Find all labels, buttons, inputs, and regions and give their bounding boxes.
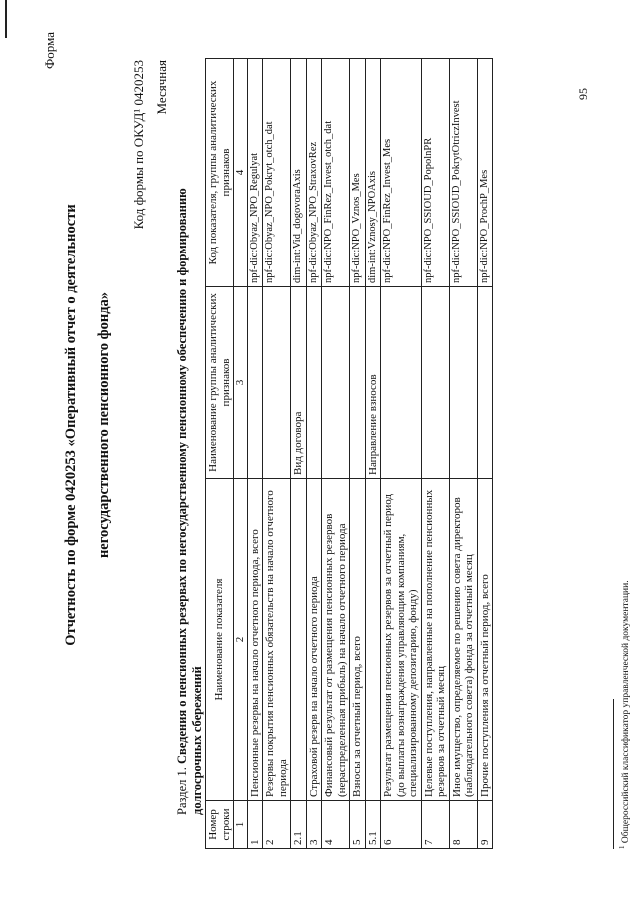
table-row	[449, 59, 477, 849]
group-name	[381, 287, 422, 479]
column-number: 2	[234, 479, 248, 801]
indicator-name: Результат размещения пенсионных резервов за отчетный период (до выплаты вознаграждения управляющим компаниям, специализированному депозитарию, фонду)	[381, 479, 422, 801]
group-name	[449, 287, 477, 479]
group-name	[263, 287, 291, 479]
column-number: 4	[234, 59, 248, 287]
indicator-code	[247, 59, 263, 287]
footnote-mark: 1	[618, 845, 626, 849]
indicator-code	[421, 59, 449, 287]
row-number: 1	[247, 801, 263, 849]
code-value: dim-int:Vid_dogovoraAxis	[292, 169, 303, 283]
group-name	[306, 287, 322, 479]
footnote	[618, 580, 631, 849]
indicators-table	[205, 58, 493, 849]
table-row	[365, 59, 381, 849]
section-heading	[175, 115, 205, 815]
column-number: 1	[234, 801, 248, 849]
table-row	[263, 59, 291, 849]
indicator-name: Пенсионные резервы на начало отчетного периода, всего	[247, 479, 263, 801]
table-row	[350, 59, 366, 849]
indicator-name: Прочие поступления за отчетный период, всего	[477, 479, 493, 801]
indicator-code	[322, 59, 350, 287]
code-value: npf-dic:NPO_FinRez_Invest_Mes	[382, 138, 393, 283]
group-name: Направление взносов	[365, 287, 381, 479]
report-period: Месячная	[154, 60, 169, 115]
indicator-code	[449, 59, 477, 287]
indicator-code	[381, 59, 422, 287]
indicator-name	[365, 479, 381, 801]
footnote-divider	[613, 699, 614, 849]
group-name	[350, 287, 366, 479]
indicator-name: Финансовый результат от размещения пенсионных резервов (нераспределенная прибыль) на начало отчетного периода	[322, 479, 350, 801]
row-number: 7	[421, 801, 449, 849]
section-title: Сведения о пенсионных резервах по негосударственному пенсионному обеспечению и формированию долгосрочных сбережений	[175, 188, 204, 815]
row-number: 4	[322, 801, 350, 849]
row-number: 8	[449, 801, 477, 849]
form-label: Форма	[42, 32, 57, 69]
row-number: 9	[477, 801, 493, 849]
page-number: 95	[576, 88, 590, 100]
okud-code: Код формы по ОКУД¹ 0420253	[131, 60, 146, 230]
table-row	[421, 59, 449, 849]
indicator-name: Резервы покрытия пенсионных обязательств на начало отчетного периода	[263, 479, 291, 801]
code-value: npf-dic:Obyaz_NPO_StraxovRez	[307, 141, 319, 283]
indicator-name: Целевые поступления, направленные на пополнение пенсионных резервов за отчетный месяц	[421, 479, 449, 801]
table-row	[247, 59, 263, 849]
group-name	[322, 287, 350, 479]
indicator-code	[350, 59, 366, 287]
code-value: dim-int:Vznosy_NPOAxis	[366, 170, 378, 283]
column-number-row	[234, 59, 248, 849]
section-label: Раздел 1.	[175, 767, 189, 815]
indicator-code	[477, 59, 493, 287]
indicator-code	[291, 59, 307, 287]
table-row	[291, 59, 307, 849]
table-row	[322, 59, 350, 849]
indicator-name: Взносы за отчетный период, всего	[350, 479, 366, 801]
row-number: 5	[350, 801, 366, 849]
code-value: npf-dic:Obyaz_NPO_Regulyat	[248, 152, 260, 283]
header-indicator-name: Наименование показателя	[206, 479, 234, 801]
header-group-name: Наименование группы аналитических признаков	[206, 287, 234, 479]
header-group-code: Код показателя, группы аналитических признаков	[206, 59, 234, 287]
indicator-name: Иное имущество, определяемое по решению совета директоров (наблюдательного совета) фонда за отчетный месяц	[449, 479, 477, 801]
footnote-text: Общероссийский классификатор управленческой документации.	[621, 580, 632, 844]
code-value: npf-dic:NPO_SSIOUD_PopolnPR	[422, 137, 434, 283]
code-value: npf-dic:NPO_SSIOUD_PokrytOtriczInvest	[450, 100, 462, 283]
table-header-row	[206, 59, 234, 849]
row-number: 6	[381, 801, 422, 849]
group-name	[421, 287, 449, 479]
indicator-name: Страховой резерв на начало отчетного периода	[306, 479, 322, 801]
code-value: npf-dic:NPO_FinRez_Invest_otch_dat	[323, 120, 334, 283]
table-row	[306, 59, 322, 849]
table-row	[477, 59, 493, 849]
code-value: npf-dic:NPO_ProchP_Mes	[478, 169, 490, 283]
header-row-number: Номер строки	[206, 801, 234, 849]
report-title-line2: негосударственного пенсионного фонда»	[96, 291, 112, 559]
code-value: npf-dic:Obyaz_NPO_Pokryt_otch_dat	[264, 121, 275, 283]
indicator-code	[365, 59, 381, 287]
indicator-code	[306, 59, 322, 287]
indicator-code	[263, 59, 291, 287]
indicator-name	[291, 479, 307, 801]
group-name: Вид договора	[291, 287, 307, 479]
row-number: 3	[306, 801, 322, 849]
row-number: 2	[263, 801, 291, 849]
row-number: 5.1	[365, 801, 381, 849]
table-body	[247, 59, 493, 849]
report-title-line1: Отчетность по форме 0420253 «Оперативный отчет о деятельности	[63, 204, 79, 646]
group-name	[247, 287, 263, 479]
row-number: 2.1	[291, 801, 307, 849]
group-name	[477, 287, 493, 479]
code-value: npf-dic:NPO_Vznos_Mes	[351, 173, 362, 283]
table-row	[381, 59, 422, 849]
column-number: 3	[234, 287, 248, 479]
